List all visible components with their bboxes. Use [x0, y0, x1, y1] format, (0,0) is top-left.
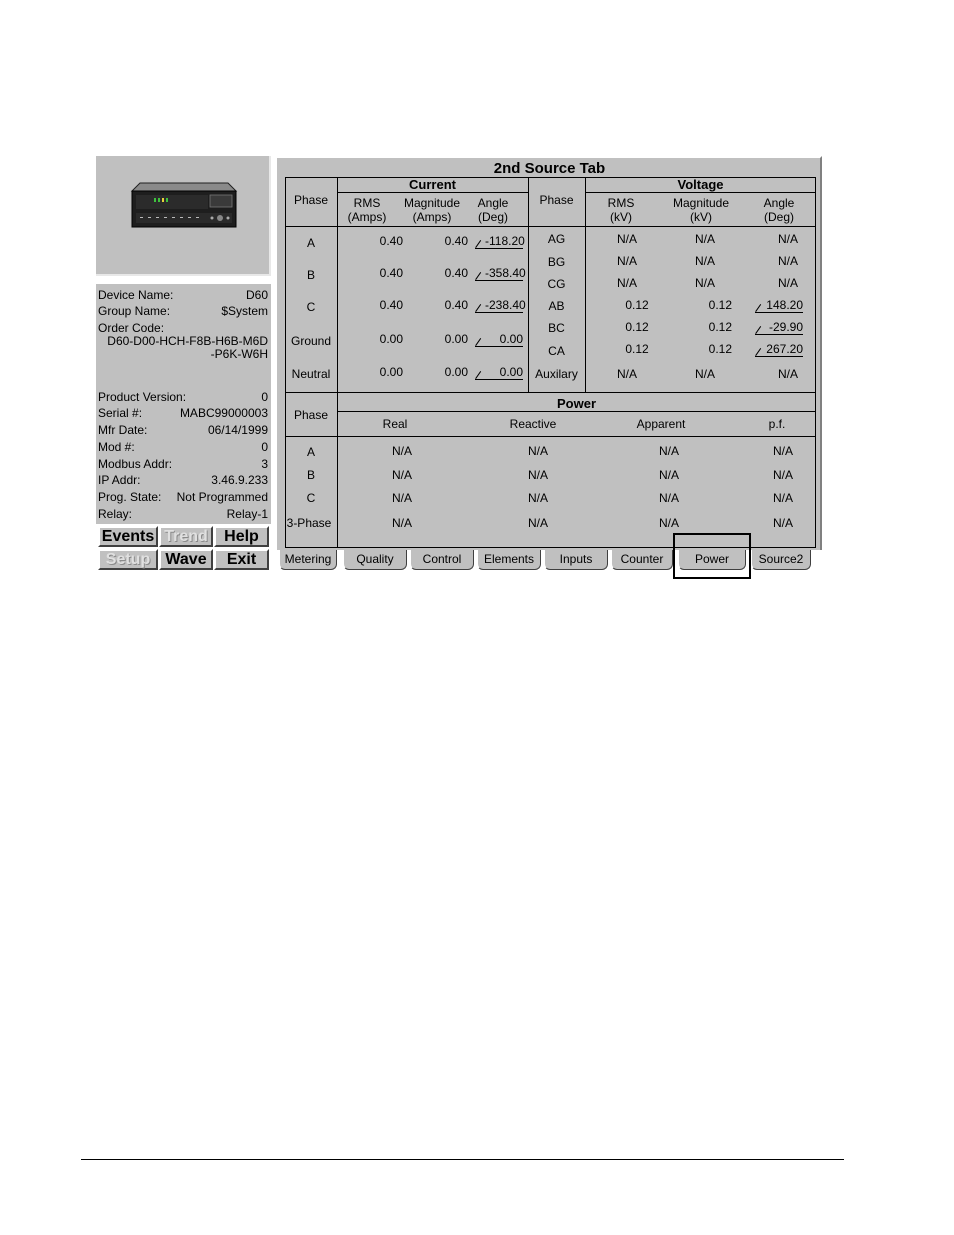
device-image-panel: [96, 156, 271, 276]
magnitude-amps-header: Magnitude (Amps): [403, 196, 461, 224]
info-label: Relay:: [98, 507, 133, 521]
mfr-date-row: [98, 423, 268, 439]
group-name-row: [98, 304, 268, 320]
angle-value: N/A: [777, 232, 798, 246]
angle-value: -238.40: [475, 298, 523, 313]
phase-label: C: [306, 300, 316, 314]
phase-label: Auxilary: [535, 367, 578, 381]
reactive-value: N/A: [527, 491, 548, 505]
prog-state-row: [98, 490, 268, 506]
trend-button[interactable]: Trend: [159, 526, 213, 547]
magnitude-value: 0.12: [708, 320, 732, 334]
info-value: 0: [261, 390, 268, 404]
pf-value: N/A: [772, 516, 793, 530]
phase-label: BC: [548, 321, 565, 335]
info-value: 06/14/1999: [207, 423, 268, 437]
rms-kv-header: RMS (kV): [607, 196, 635, 224]
info-label: Prog. State:: [98, 490, 162, 504]
angle-value: -29.90: [755, 320, 803, 335]
info-label: Device Name:: [98, 288, 174, 302]
angle-deg-header: Angle (Deg): [763, 196, 795, 224]
phase-label: AB: [548, 299, 565, 313]
phase-header: Phase: [539, 193, 574, 207]
magnitude-value: N/A: [694, 276, 715, 290]
current-group-label: Current: [409, 177, 456, 192]
tab-quality[interactable]: Quality: [343, 550, 407, 570]
apparent-value: N/A: [658, 516, 679, 530]
setup-button[interactable]: Setup: [98, 549, 158, 570]
magnitude-value: N/A: [694, 232, 715, 246]
rms-value: 0.00: [379, 365, 403, 379]
info-label: Order Code:: [98, 321, 165, 335]
rms-value: 0.12: [625, 320, 649, 334]
reactive-value: N/A: [527, 444, 548, 458]
apparent-value: N/A: [658, 491, 679, 505]
phase-header: Phase: [293, 408, 329, 422]
info-value: -P6K-W6H: [210, 347, 268, 361]
magnitude-value: 0.12: [708, 298, 732, 312]
mod-row: [98, 440, 268, 456]
pf-value: N/A: [772, 491, 793, 505]
info-value: 3.46.9.233: [211, 473, 268, 487]
pf-value: N/A: [772, 444, 793, 458]
magnitude-value: 0.00: [444, 365, 468, 379]
info-label: Serial #:: [98, 406, 143, 420]
pf-value: N/A: [772, 468, 793, 482]
rms-value: 0.12: [625, 298, 649, 312]
info-value: MABC99000003: [179, 406, 268, 420]
real-header: Real: [382, 417, 408, 431]
magnitude-value: 0.12: [708, 342, 732, 356]
real-value: N/A: [391, 491, 412, 505]
exit-button[interactable]: Exit: [214, 549, 269, 570]
real-value: N/A: [391, 468, 412, 482]
reactive-header: Reactive: [509, 417, 557, 431]
phase-label: 3-Phase: [286, 516, 332, 530]
info-value: D60: [245, 288, 268, 302]
ip-row: [98, 473, 268, 489]
magnitude-value: 0.40: [444, 234, 468, 248]
rms-value: 0.40: [379, 266, 403, 280]
real-value: N/A: [391, 516, 412, 530]
order-code-line2: [98, 347, 268, 363]
device-info-panel: [96, 282, 271, 524]
info-value: 3: [261, 457, 268, 471]
magnitude-value: 0.40: [444, 266, 468, 280]
product-version-row: [98, 390, 268, 406]
apparent-value: N/A: [658, 468, 679, 482]
phase-label: A: [306, 236, 315, 250]
info-label: Mod #:: [98, 440, 135, 454]
serial-row: [98, 406, 268, 422]
events-button[interactable]: Events: [98, 526, 158, 547]
phase-label: Ground: [290, 334, 332, 348]
tab-elements[interactable]: Elements: [477, 550, 541, 570]
relay-device-icon: [130, 181, 238, 229]
info-label: Mfr Date:: [98, 423, 148, 437]
info-label: Modbus Addr:: [98, 457, 173, 471]
help-button[interactable]: Help: [214, 526, 269, 547]
real-value: N/A: [391, 444, 412, 458]
tab-control[interactable]: Control: [410, 550, 474, 570]
phase-label: CA: [548, 344, 565, 358]
rms-value: N/A: [616, 254, 637, 268]
wave-button[interactable]: Wave: [159, 549, 213, 570]
rms-value: 0.40: [379, 234, 403, 248]
pf-header: p.f.: [768, 417, 786, 431]
info-label: Product Version:: [98, 390, 187, 404]
angle-deg-header: Angle (Deg): [477, 196, 509, 224]
info-value: $System: [221, 304, 268, 318]
page-footer-rule: [81, 1159, 844, 1160]
info-label: Group Name:: [98, 304, 171, 318]
angle-value: -358.40: [475, 266, 523, 281]
info-value: Not Programmed: [176, 490, 268, 504]
apparent-value: N/A: [658, 444, 679, 458]
modbus-row: [98, 457, 268, 473]
angle-value: N/A: [777, 276, 798, 290]
magnitude-kv-header: Magnitude (kV): [672, 196, 730, 224]
tab-counter[interactable]: Counter: [611, 550, 673, 570]
phase-label: AG: [547, 232, 566, 246]
apparent-header: Apparent: [636, 417, 686, 431]
info-value: 0: [261, 440, 268, 454]
magnitude-value: 0.40: [444, 298, 468, 312]
tab-metering[interactable]: Metering: [279, 550, 337, 570]
reactive-value: N/A: [527, 516, 548, 530]
info-value: Relay-1: [226, 507, 268, 521]
phase-label: CG: [547, 277, 566, 291]
angle-value: -118.20: [475, 234, 523, 249]
info-label: IP Addr:: [98, 473, 141, 487]
device-name-row: [98, 288, 268, 304]
magnitude-value: N/A: [694, 254, 715, 268]
angle-value: 0.00: [475, 365, 523, 380]
phase-label: A: [306, 445, 315, 459]
relay-row: [98, 507, 268, 523]
rms-value: 0.40: [379, 298, 403, 312]
phase-label: B: [306, 468, 315, 482]
phase-label: Neutral: [291, 367, 331, 381]
magnitude-value: 0.00: [444, 332, 468, 346]
angle-value: 148.20: [755, 298, 803, 313]
tab-power[interactable]: Power: [678, 550, 746, 570]
power-group-label: Power: [556, 396, 596, 411]
voltage-group-label: Voltage: [677, 177, 724, 192]
phase-header: Phase: [293, 193, 329, 207]
angle-value: 267.20: [755, 342, 803, 357]
angle-value: N/A: [777, 254, 798, 268]
tab-inputs[interactable]: Inputs: [544, 550, 608, 570]
rms-value: 0.12: [625, 342, 649, 356]
phase-label: C: [306, 491, 316, 505]
rms-amps-header: RMS (Amps): [347, 196, 387, 224]
rms-value: N/A: [616, 276, 637, 290]
panel-title: 2nd Source Tab: [493, 160, 606, 177]
magnitude-value: N/A: [694, 367, 715, 381]
reactive-value: N/A: [527, 468, 548, 482]
rms-value: 0.00: [379, 332, 403, 346]
phase-label: B: [306, 268, 315, 282]
tab-source2[interactable]: Source2: [751, 550, 811, 570]
source-tab-panel: [277, 156, 822, 550]
angle-value: N/A: [777, 367, 798, 381]
rms-value: N/A: [616, 367, 637, 381]
phase-label: BG: [547, 255, 566, 269]
rms-value: N/A: [616, 232, 637, 246]
angle-value: 0.00: [475, 332, 523, 347]
info-value: D60-D00-HCH-F8B-H6B-M6D: [107, 334, 268, 348]
